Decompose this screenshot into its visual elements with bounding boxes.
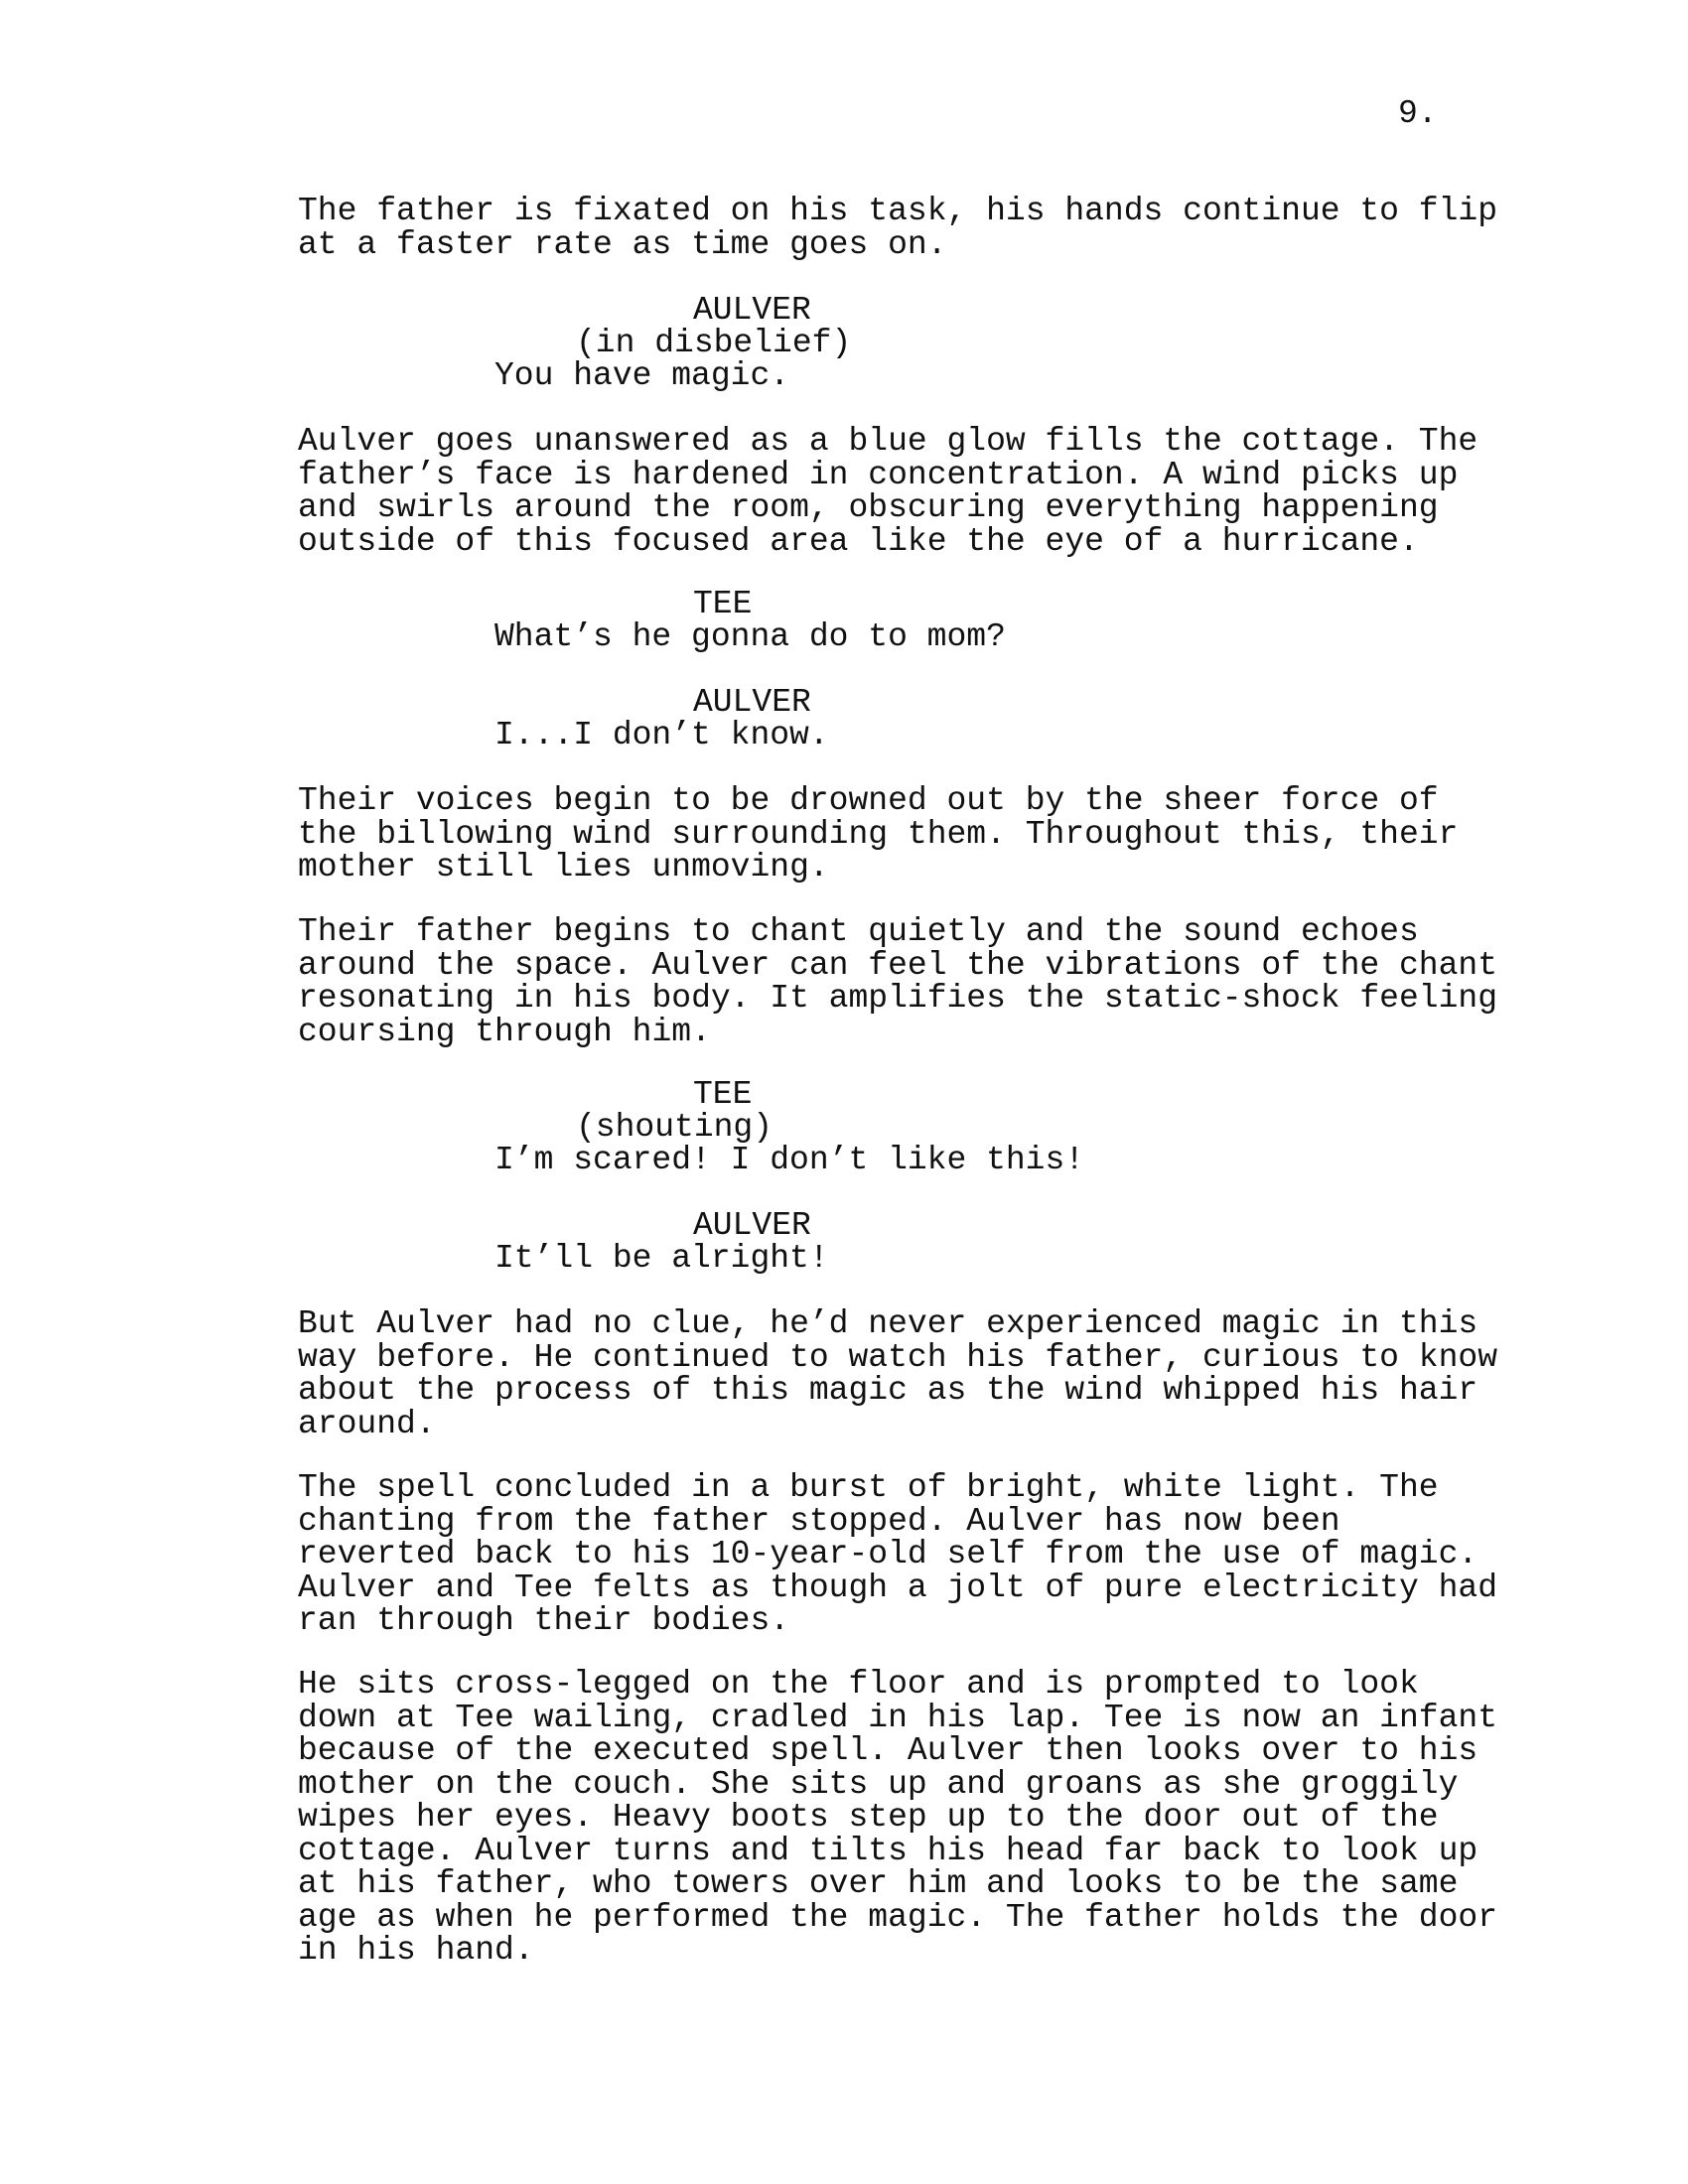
dialogue-line: What’s he gonna do to mom? [494, 618, 1006, 655]
action-paragraph-6: The spell concluded in a burst of bright, white light. The chanting from the father stopped. Aulver has now been reverted back to his 10-year-old self from the use of magic. Aulver and Tee felts as though a jolt of pure electricity had ran through their bodies. [298, 1469, 1497, 1639]
dialogue-line: I...I don’t know. [494, 717, 829, 753]
action-paragraph-2: Aulver goes unanswered as a blue glow fills the cottage. The father’s face is hardened in concentration. A wind picks up and swirls around the room, obscuring everything happening outside of this focused area like the eye of a hurricane. [298, 423, 1478, 560]
dialogue-line: It’ll be alright! [494, 1240, 829, 1277]
character-cue-aulver: AULVER [693, 292, 811, 329]
page-number: 9. [1398, 95, 1438, 132]
character-cue-tee: TEE [693, 1076, 753, 1113]
character-cue-aulver: AULVER [693, 1207, 811, 1244]
parenthetical: (in disbelief) [576, 325, 852, 361]
character-cue-aulver: AULVER [693, 684, 811, 721]
action-paragraph-3: Their voices begin to be drowned out by the sheer force of the billowing wind surrounding them. Throughout this, their mother still lies unmoving. [298, 782, 1459, 886]
action-paragraph-5: But Aulver had no clue, he’d never experienced magic in this way before. He continued to watch his father, curious to know about the process of this magic as the wind whipped his hair around. [298, 1305, 1497, 1442]
action-paragraph-4: Their father begins to chant quietly and the sound echoes around the space. Aulver can feel the vibrations of the chant resonating in his body. It amplifies the static-shock feeling coursing through him. [298, 913, 1497, 1050]
dialogue-line: You have magic. [494, 357, 790, 394]
parenthetical: (shouting) [576, 1109, 774, 1146]
dialogue-line: I’m scared! I don’t like this! [494, 1142, 1085, 1178]
action-paragraph-7: He sits cross-legged on the floor and is prompted to look down at Tee wailing, cradled in his lap. Tee is now an infant because of the executed spell. Aulver then looks over to his mother on the couch. She sits up and groans as she groggily wipes her eyes. Heavy boots step up to the door out of the cottage. Aulver turns and tilts his head far back to look up at his father, who towers over him and looks to be the same age as when he performed the magic. The father holds the door in his hand. [298, 1666, 1497, 1969]
action-paragraph-1: The father is fixated on his task, his hands continue to flip at a faster rate as time goes on. [298, 193, 1497, 263]
character-cue-tee: TEE [693, 586, 753, 622]
